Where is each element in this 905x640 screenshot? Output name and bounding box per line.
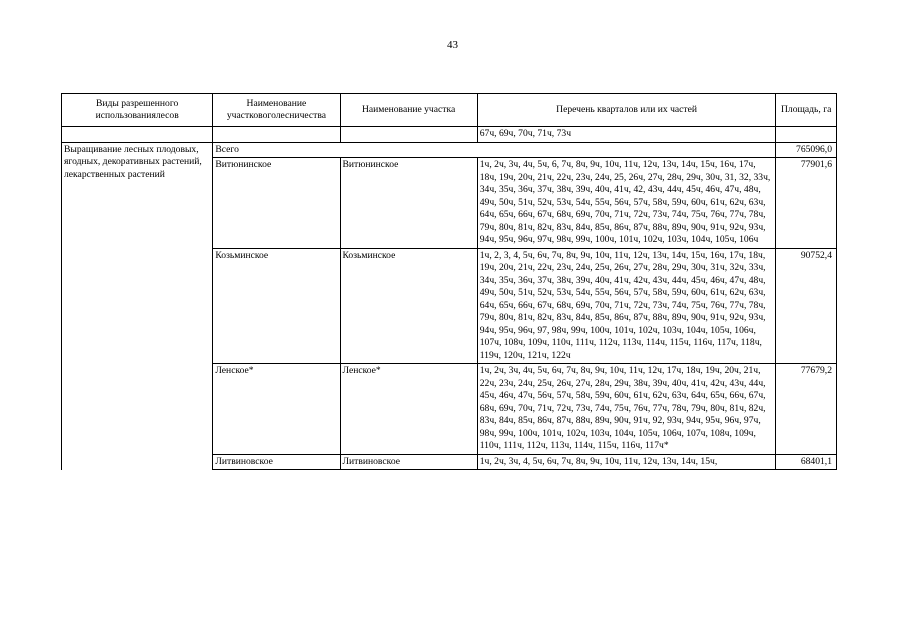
forestry-name: Литвиновское [213,454,340,470]
column-header-quarters: Перечень кварталов или их частей [477,94,776,127]
total-area: 765096,0 [776,142,837,158]
page-number: 43 [447,39,458,51]
table-cell [62,127,213,143]
forestry-name: Ленское* [213,364,340,455]
site-name: Ленское* [340,364,477,455]
header-row [62,94,837,127]
site-name: Витюнинское [340,158,477,249]
total-label: Всего [213,142,776,158]
column-header-use-type: Виды разрешенного использованиялесов [62,94,213,127]
area-value: 90752,4 [776,248,837,364]
area-value: 68401,1 [776,454,837,470]
forest-use-table-container [61,93,837,640]
column-header-forestry: Наименование участковоголесничества [213,94,340,127]
area-value: 77679,2 [776,364,837,455]
continuation-quarters: 67ч, 69ч, 70ч, 71ч, 73ч [477,127,776,143]
forestry-name: Витюнинское [213,158,340,249]
column-header-site: Наименование участка [340,94,477,127]
column-header-area: Площадь, га [776,94,837,127]
site-name: Литвиновское [340,454,477,470]
use-type-cell: Выращивание лесных плодовых, ягодных, декоративных растений, лекарственных растений [62,142,213,470]
site-name: Козьминское [340,248,477,364]
table-cell [776,127,837,143]
quarters-list: 1ч, 2ч, 3ч, 4ч, 5ч, 6ч, 7ч, 8ч, 9ч, 10ч, 11ч, 12ч, 17ч, 18ч, 19ч, 20ч, 21ч, 22ч, 23ч, 24ч, 25ч, 26ч, 27ч, 28ч, 29ч, 38ч, 39ч, 40ч, 41ч, 42ч, 43ч, 44ч, 45ч, 46ч, 47ч, 56ч, 57ч, 58ч, 59ч, 60ч, 61ч, 62ч, 63ч, 64ч, 65ч, 66ч, 67ч, 68ч, 69ч, 70ч, 71ч, 72ч, 73ч, 74ч, 75ч, 76ч, 77ч, 78ч, 79ч, 80ч, 81ч, 82ч, 83ч, 84ч, 85ч, 86ч, 87ч, 88ч, 89ч, 90ч, 91ч, 92, 93ч, 94ч, 95ч, 96ч, 97ч, 98ч, 99ч, 100ч, 101ч, 102ч, 103ч, 104ч, 105ч, 106ч, 107ч, 108ч, 109ч, 110ч, 111ч, 112ч, 113ч, 114ч, 115ч, 116ч, 117ч* [477,364,776,455]
continuation-row [62,127,837,143]
forestry-name: Козьминское [213,248,340,364]
quarters-list: 1ч, 2ч, 3ч, 4, 5ч, 6ч, 7ч, 8ч, 9ч, 10ч, 11ч, 12ч, 13ч, 14ч, 15ч, [477,454,776,470]
area-value: 77901,6 [776,158,837,249]
quarters-list: 1ч, 2, 3, 4, 5ч, 6ч, 7ч, 8ч, 9ч, 10ч, 11ч, 12ч, 13ч, 14ч, 15ч, 16ч, 17ч, 18ч, 19ч, 20ч, 21ч, 22ч, 23ч, 24ч, 25ч, 26ч, 27ч, 28ч, 29ч, 30ч, 31ч, 32ч, 33ч, 34ч, 35ч, 36ч, 37ч, 38ч, 39ч, 40ч, 41ч, 42ч, 43ч, 44ч, 45ч, 46ч, 47ч, 48ч, 49ч, 50ч, 51ч, 52ч, 53ч, 54ч, 55ч, 56ч, 57ч, 58ч, 59ч, 60ч, 61ч, 62ч, 63ч, 64ч, 65ч, 66ч, 67ч, 68ч, 69ч, 70ч, 71ч, 72ч, 73ч, 74ч, 75ч, 76ч, 77ч, 78ч, 79ч, 80ч, 81ч, 82ч, 83ч, 84ч, 85ч, 86ч, 87ч, 88ч, 89ч, 90ч, 91ч, 92ч, 93ч, 94ч, 95ч, 96ч, 97, 98ч, 99ч, 100ч, 101ч, 102ч, 103ч, 104ч, 105ч, 106ч, 107ч, 108ч, 109ч, 110ч, 111ч, 112ч, 113ч, 114ч, 115ч, 116ч, 117ч, 118ч, 119ч, 120ч, 121ч, 122ч [477,248,776,364]
table-cell [213,127,340,143]
quarters-list: 1ч, 2ч, 3ч, 4ч, 5ч, 6, 7ч, 8ч, 9ч, 10ч, 11ч, 12ч, 13ч, 14ч, 15ч, 16ч, 17ч, 18ч, 19ч, 20ч, 21ч, 22ч, 23ч, 24ч, 25, 26ч, 27ч, 28ч, 29ч, 30ч, 31, 32, 33ч, 34ч, 35ч, 36ч, 37ч, 38ч, 39ч, 40ч, 41ч, 42, 43ч, 44ч, 45ч, 46ч, 47ч, 48ч, 49ч, 50ч, 51ч, 52ч, 53ч, 54ч, 55ч, 56ч, 57ч, 58ч, 59ч, 60ч, 61ч, 62ч, 63ч, 64ч, 65ч, 66ч, 67ч, 68ч, 69ч, 70ч, 71ч, 72ч, 73ч, 74ч, 75ч, 76ч, 77ч, 78ч, 79ч, 80ч, 81ч, 82ч, 83ч, 84ч, 85ч, 86ч, 87ч, 88ч, 89ч, 90ч, 91ч, 92ч, 93ч, 94ч, 95ч, 96ч, 97ч, 98ч, 99ч, 100ч, 101ч, 102ч, 103ч, 104ч, 105ч, 106ч [477,158,776,249]
table-cell [340,127,477,143]
total-row [62,142,837,158]
forest-use-table [61,93,837,470]
